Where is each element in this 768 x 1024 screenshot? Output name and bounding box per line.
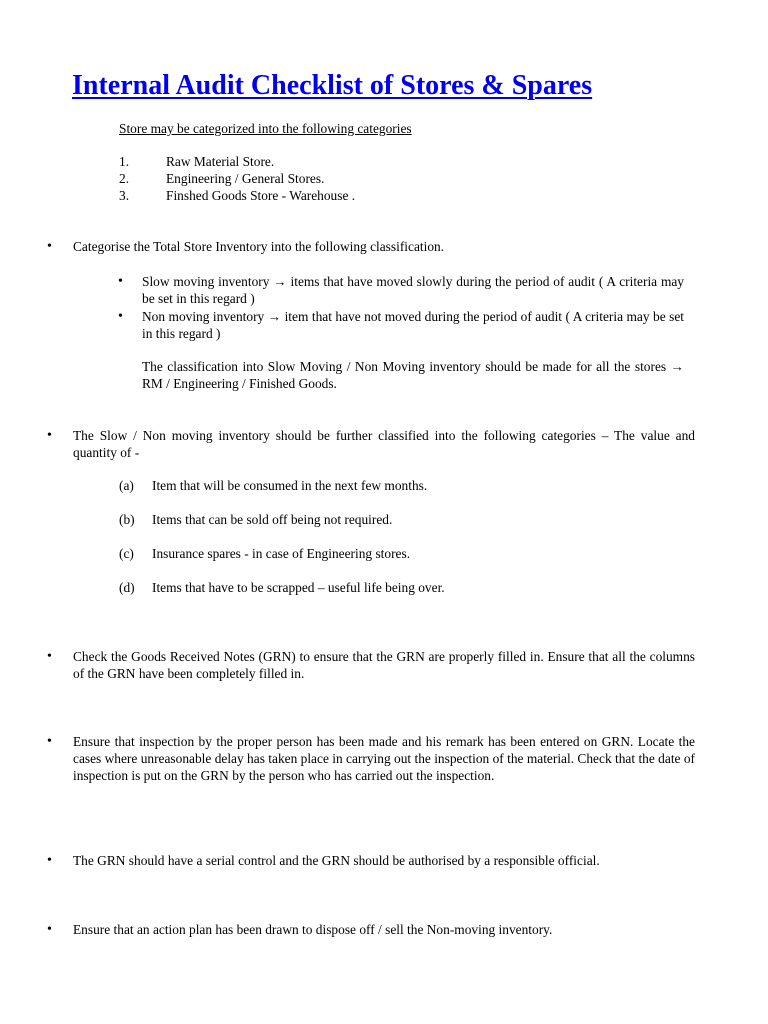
bullet-icon: •	[118, 274, 123, 289]
sub-category-text: Item that will be consumed in the next few months.	[152, 478, 428, 493]
sub-category-text: Insurance spares - in case of Engineering stores.	[152, 546, 411, 561]
bullet-icon: •	[118, 309, 123, 324]
sub-category-text: Items that have to be scrapped – useful life being over.	[152, 580, 445, 595]
item-number: 1.	[119, 154, 130, 169]
bullet-icon: •	[47, 428, 52, 443]
intro-text: Store may be categorized into the following categories	[119, 121, 412, 136]
sub-category-label: (c)	[119, 546, 134, 561]
bullet-icon: •	[47, 922, 52, 937]
bullet-icon: •	[47, 649, 52, 664]
sub-category-label: (a)	[119, 478, 134, 493]
checklist-point: The Slow / Non moving inventory should be further classified into the following categories – The value and quantity of -	[73, 428, 695, 460]
classification-note: The classification into Slow Moving / Non Moving inventory should be made for all the stores → RM / Engineering / Finished Goods.	[142, 359, 684, 391]
item-text: Raw Material Store.	[166, 154, 275, 169]
item-text: Engineering / General Stores.	[166, 171, 325, 186]
checklist-point: Categorise the Total Store Inventory into the following classification.	[73, 239, 445, 254]
item-number: 2.	[119, 171, 130, 186]
checklist-point: Ensure that inspection by the proper person has been made and his remark has been entered on GRN. Locate the cases where unreasonable delay has taken place in carrying out the inspection of the material. Check that the date of inspection is put on the GRN by the person who has carried out the inspection.	[73, 734, 695, 783]
item-number: 3.	[119, 188, 130, 203]
sub-category-text: Items that can be sold off being not required.	[152, 512, 393, 527]
store-category-item	[119, 170, 324, 187]
bullet-icon: •	[47, 853, 52, 868]
classification-item: Slow moving inventory → items that have moved slowly during the period of audit ( A criteria may be set in this regard )	[142, 274, 684, 306]
store-category-item	[119, 187, 355, 204]
sub-category-label: (d)	[119, 580, 135, 595]
classification-item: Non moving inventory → item that have not moved during the period of audit ( A criteria may be set in this regard )	[142, 309, 684, 341]
sub-category-label: (b)	[119, 512, 135, 527]
bullet-icon: •	[47, 239, 52, 254]
bullet-icon: •	[47, 734, 52, 749]
document-title: Internal Audit Checklist of Stores & Spares	[72, 70, 593, 101]
checklist-point: Ensure that an action plan has been drawn to dispose off / sell the Non-moving inventory.	[73, 922, 553, 937]
checklist-point: Check the Goods Received Notes (GRN) to ensure that the GRN are properly filled in. Ensure that all the columns of the GRN have been completely filled in.	[73, 649, 695, 681]
checklist-point: The GRN should have a serial control and the GRN should be authorised by a responsible official.	[73, 853, 600, 868]
store-category-item	[119, 153, 274, 170]
item-text: Finshed Goods Store - Warehouse .	[166, 188, 356, 203]
